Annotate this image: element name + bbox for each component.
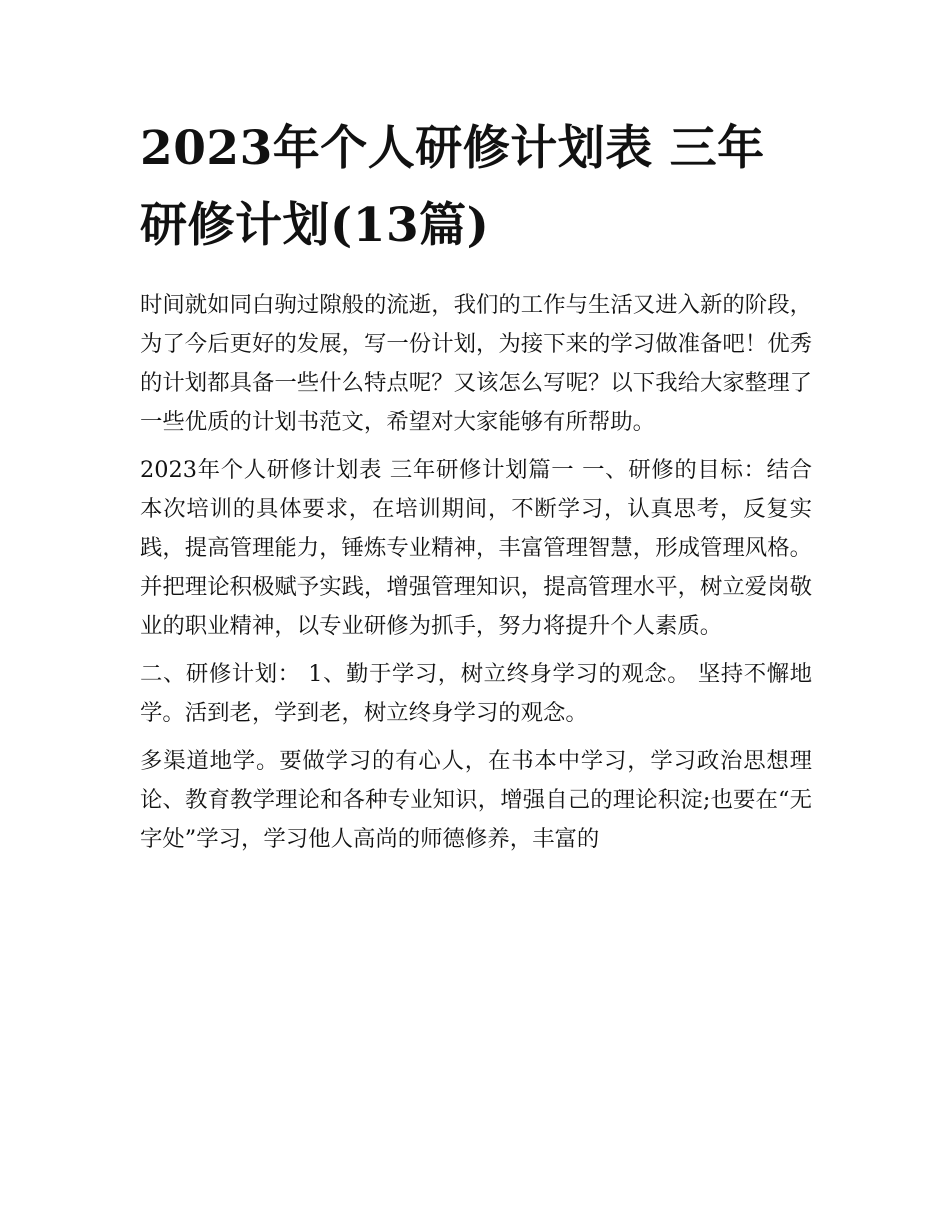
document-title: 2023年个人研修计划表 三年研修计划(13篇) bbox=[140, 121, 765, 253]
paragraph-intro: 时间就如同白驹过隙般的流逝，我们的工作与生活又进入新的阶段，为了今后更好的发展，写一份计划，为接下来的学习做准备吧！优秀的计划都具备一些什么特点呢？又该怎么写呢？以下我给大家整理了一些优质的计划书范文，希望对大家能够有所帮助。 bbox=[140, 292, 812, 435]
paragraph-channels: 多渠道地学。要做学习的有心人，在书本中学习，学习政治思想理论、教育教学理论和各种专业知识，增强自己的理论积淀;也要在“无字处”学习，学习他人高尚的师德修养，丰富的 bbox=[140, 748, 812, 852]
paragraph-section-one: 2023年个人研修计划表 三年研修计划篇一 一、研修的目标：结合本次培训的具体要求，在培训期间，不断学习，认真思考，反复实践，提高管理能力，锤炼专业精神，丰富管理智慧，形成管理风格。并把理论积极赋予实践，增强管理知识，提高管理水平，树立爱岗敬业的职业精神，以专业研修为抓手，努力将提升个人素质。 bbox=[140, 457, 812, 639]
paragraph-plan: 二、研修计划： 1、勤于学习，树立终身学习的观念。 坚持不懈地学。活到老，学到老，树立终身学习的观念。 bbox=[140, 661, 812, 726]
document-page bbox=[140, 110, 812, 868]
